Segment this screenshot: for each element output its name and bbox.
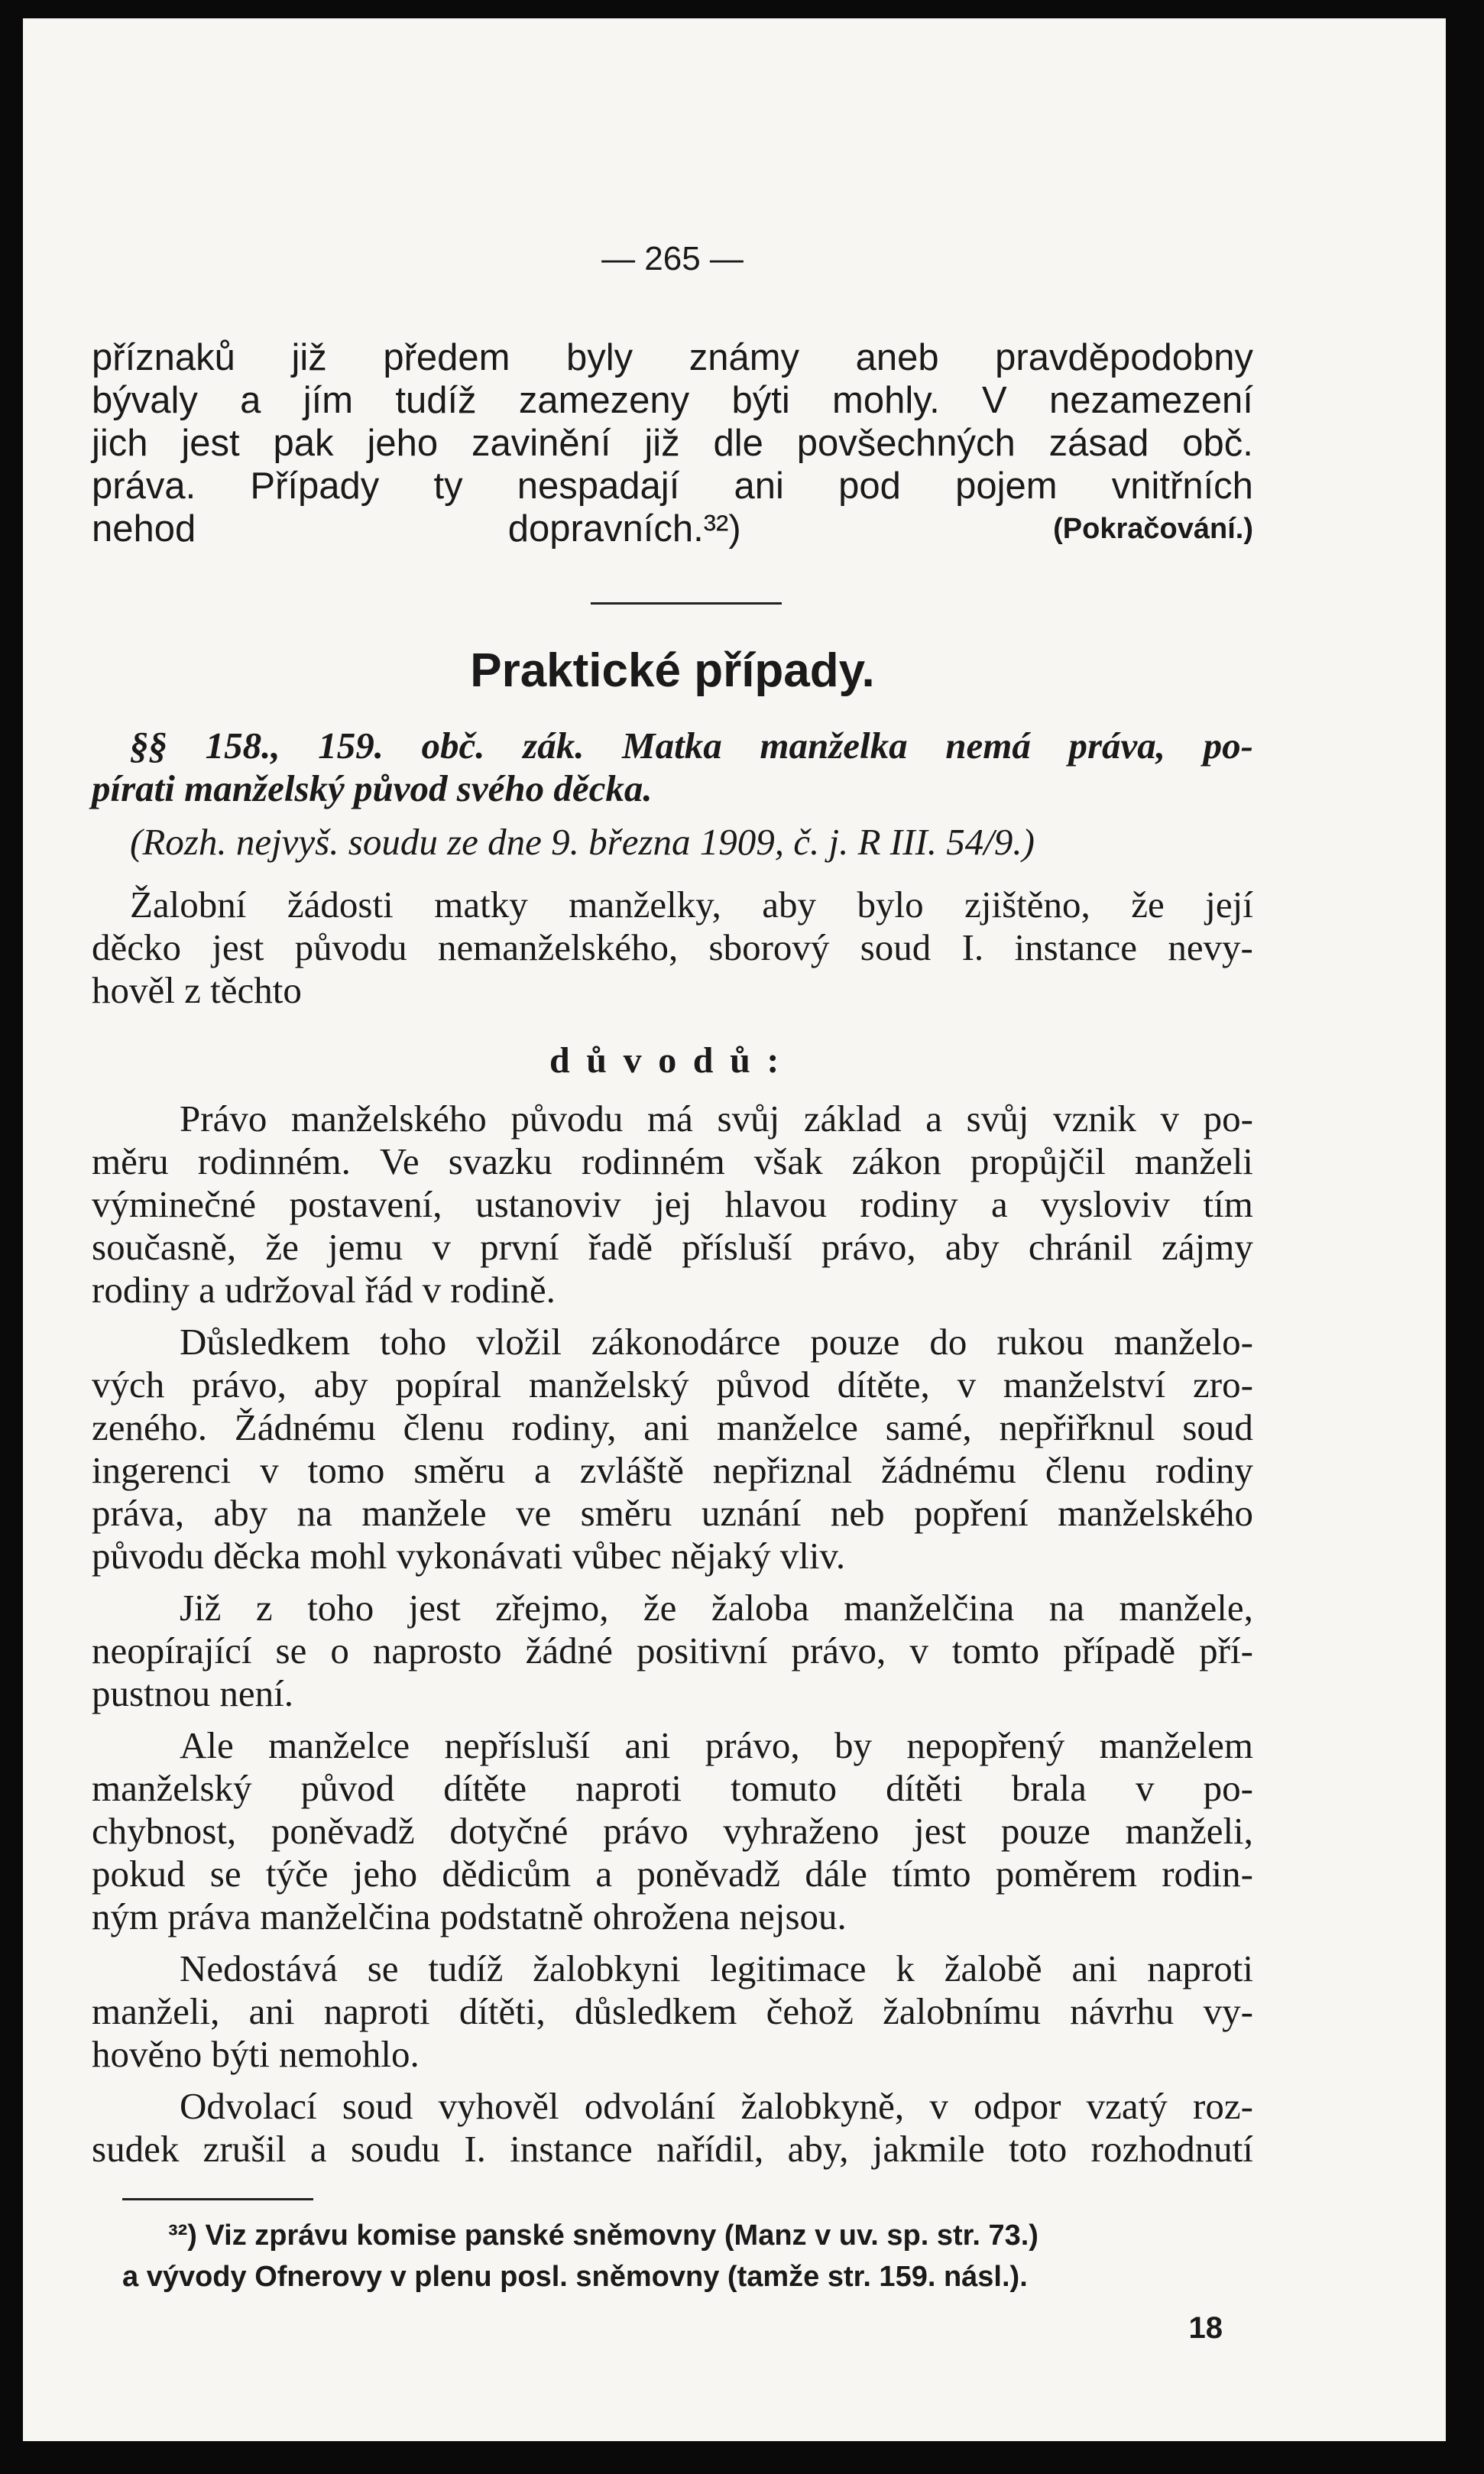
para1-line-2: děcko jest původu nemanželského, sborový soud I. instance nevy-: [92, 926, 1253, 968]
para5-line-2: manželský původ dítěte naproti tomuto dítěti brala v po-: [92, 1767, 1253, 1809]
grounds-heading: důvodů:: [549, 1040, 795, 1081]
para5-line-5: ným práva manželčina podstatně ohrožena nejsou.: [92, 1895, 847, 1937]
para7-line-1: Odvolací soud vyhověl odvolání žalobkyně, v odpor vzatý roz-: [180, 2085, 1253, 2127]
para1-line-1: Žalobní žádosti matky manželky, aby bylo zjištěno, že její: [130, 884, 1253, 926]
para7-line-2: sudek zrušil a soudu I. instance nařídil, aby, jakmile toto rozhodnutí: [92, 2128, 1253, 2170]
case-head-line-1: §§ 158., 159. obč. zák. Matka manželka nemá práva, po-: [130, 725, 1253, 767]
intro-line-4: práva. Případy ty nespadají ani pod pojem vnitřních: [92, 465, 1253, 507]
case-reference: (Rozh. nejvyš. soudu ze dne 9. března 1909, č. j. R III. 54/9.): [130, 821, 1035, 863]
para4-line-1: Již z toho jest zřejmo, že žaloba manželčina na manžele,: [180, 1587, 1253, 1629]
intro-line-5: nehod dopravních.³²) (Pokračování.): [92, 506, 1253, 552]
para2-line-5: rodiny a udržoval řád v rodině.: [92, 1269, 556, 1311]
para2-line-3: výminečné postavení, ustanoviv jej hlavou rodiny a vysloviv tím: [92, 1183, 1253, 1225]
section-divider: [591, 602, 782, 605]
footnote-line-2: a vývody Ofnerovy v plenu posl. sněmovny (tamže str. 159. násl.).: [122, 2261, 1028, 2293]
intro-line-3: jich jest pak jeho zavinění již dle povšechných zásad obč.: [92, 423, 1253, 464]
case-head-line-2: pírati manželský původ svého děcka.: [92, 767, 653, 809]
footnote-divider: [122, 2198, 313, 2200]
para5-line-1: Ale manželce nepřísluší ani právo, by nepopřený manželem: [180, 1724, 1253, 1766]
para5-line-4: pokud se týče jeho dědicům a poněvadž dále tímto poměrem rodin-: [92, 1853, 1253, 1895]
para6-line-1: Nedostává se tudíž žalobkyni legitimace k žalobě ani naproti: [180, 1947, 1253, 1989]
para4-line-3: pustnou není.: [92, 1672, 294, 1714]
para2-line-2: měru rodinném. Ve svazku rodinném však zákon propůjčil manželi: [92, 1140, 1253, 1182]
para4-line-2: neopírající se o naprosto žádné positivní právo, v tomto případě pří-: [92, 1629, 1253, 1671]
para3-line-6: původu děcka mohl vykonávati vůbec nějaký vliv.: [92, 1535, 846, 1577]
footnote-line-1: ³²) Viz zprávu komise panské sněmovny (Manz v uv. sp. str. 73.): [168, 2219, 1038, 2252]
para6-line-3: hověno býti nemohlo.: [92, 2033, 420, 2075]
signature-mark: 18: [1188, 2311, 1223, 2345]
para2-line-4: současně, že jemu v první řadě přísluší právo, aby chránil zájmy: [92, 1226, 1253, 1268]
para3-line-1: Důsledkem toho vložil zákonodárce pouze do rukou manželo-: [180, 1321, 1253, 1363]
para3-line-3: zeného. Žádnému členu rodiny, ani manželce samé, nepřiřknul soud: [92, 1406, 1253, 1448]
intro-line-2: bývaly a jím tudíž zamezeny býti mohly. V nezamezení: [92, 380, 1253, 421]
page: [23, 18, 1446, 2441]
para1-line-3: hověl z těchto: [92, 969, 302, 1011]
page-number: — 265 —: [601, 240, 744, 277]
section-title: Praktické případy.: [470, 644, 875, 697]
continued-note: (Pokračování.): [1053, 513, 1253, 545]
para2-line-1: Právo manželského původu má svůj základ a svůj vznik v po-: [180, 1098, 1253, 1140]
para3-line-2: vých právo, aby popíral manželský původ dítěte, v manželství zro-: [92, 1363, 1253, 1406]
intro-line-1: příznaků již předem byly známy aneb pravděpodobny: [92, 337, 1253, 378]
para5-line-3: chybnost, poněvadž dotyčné právo vyhraženo jest pouze manželi,: [92, 1810, 1253, 1852]
para6-line-2: manželi, ani naproti dítěti, důsledkem čehož žalobnímu návrhu vy-: [92, 1990, 1253, 2032]
para3-line-5: práva, aby na manžele ve směru uznání neb popření manželského: [92, 1492, 1253, 1534]
para3-line-4: ingerenci v tomo směru a zvláště nepřiznal žádnému členu rodiny: [92, 1449, 1253, 1491]
